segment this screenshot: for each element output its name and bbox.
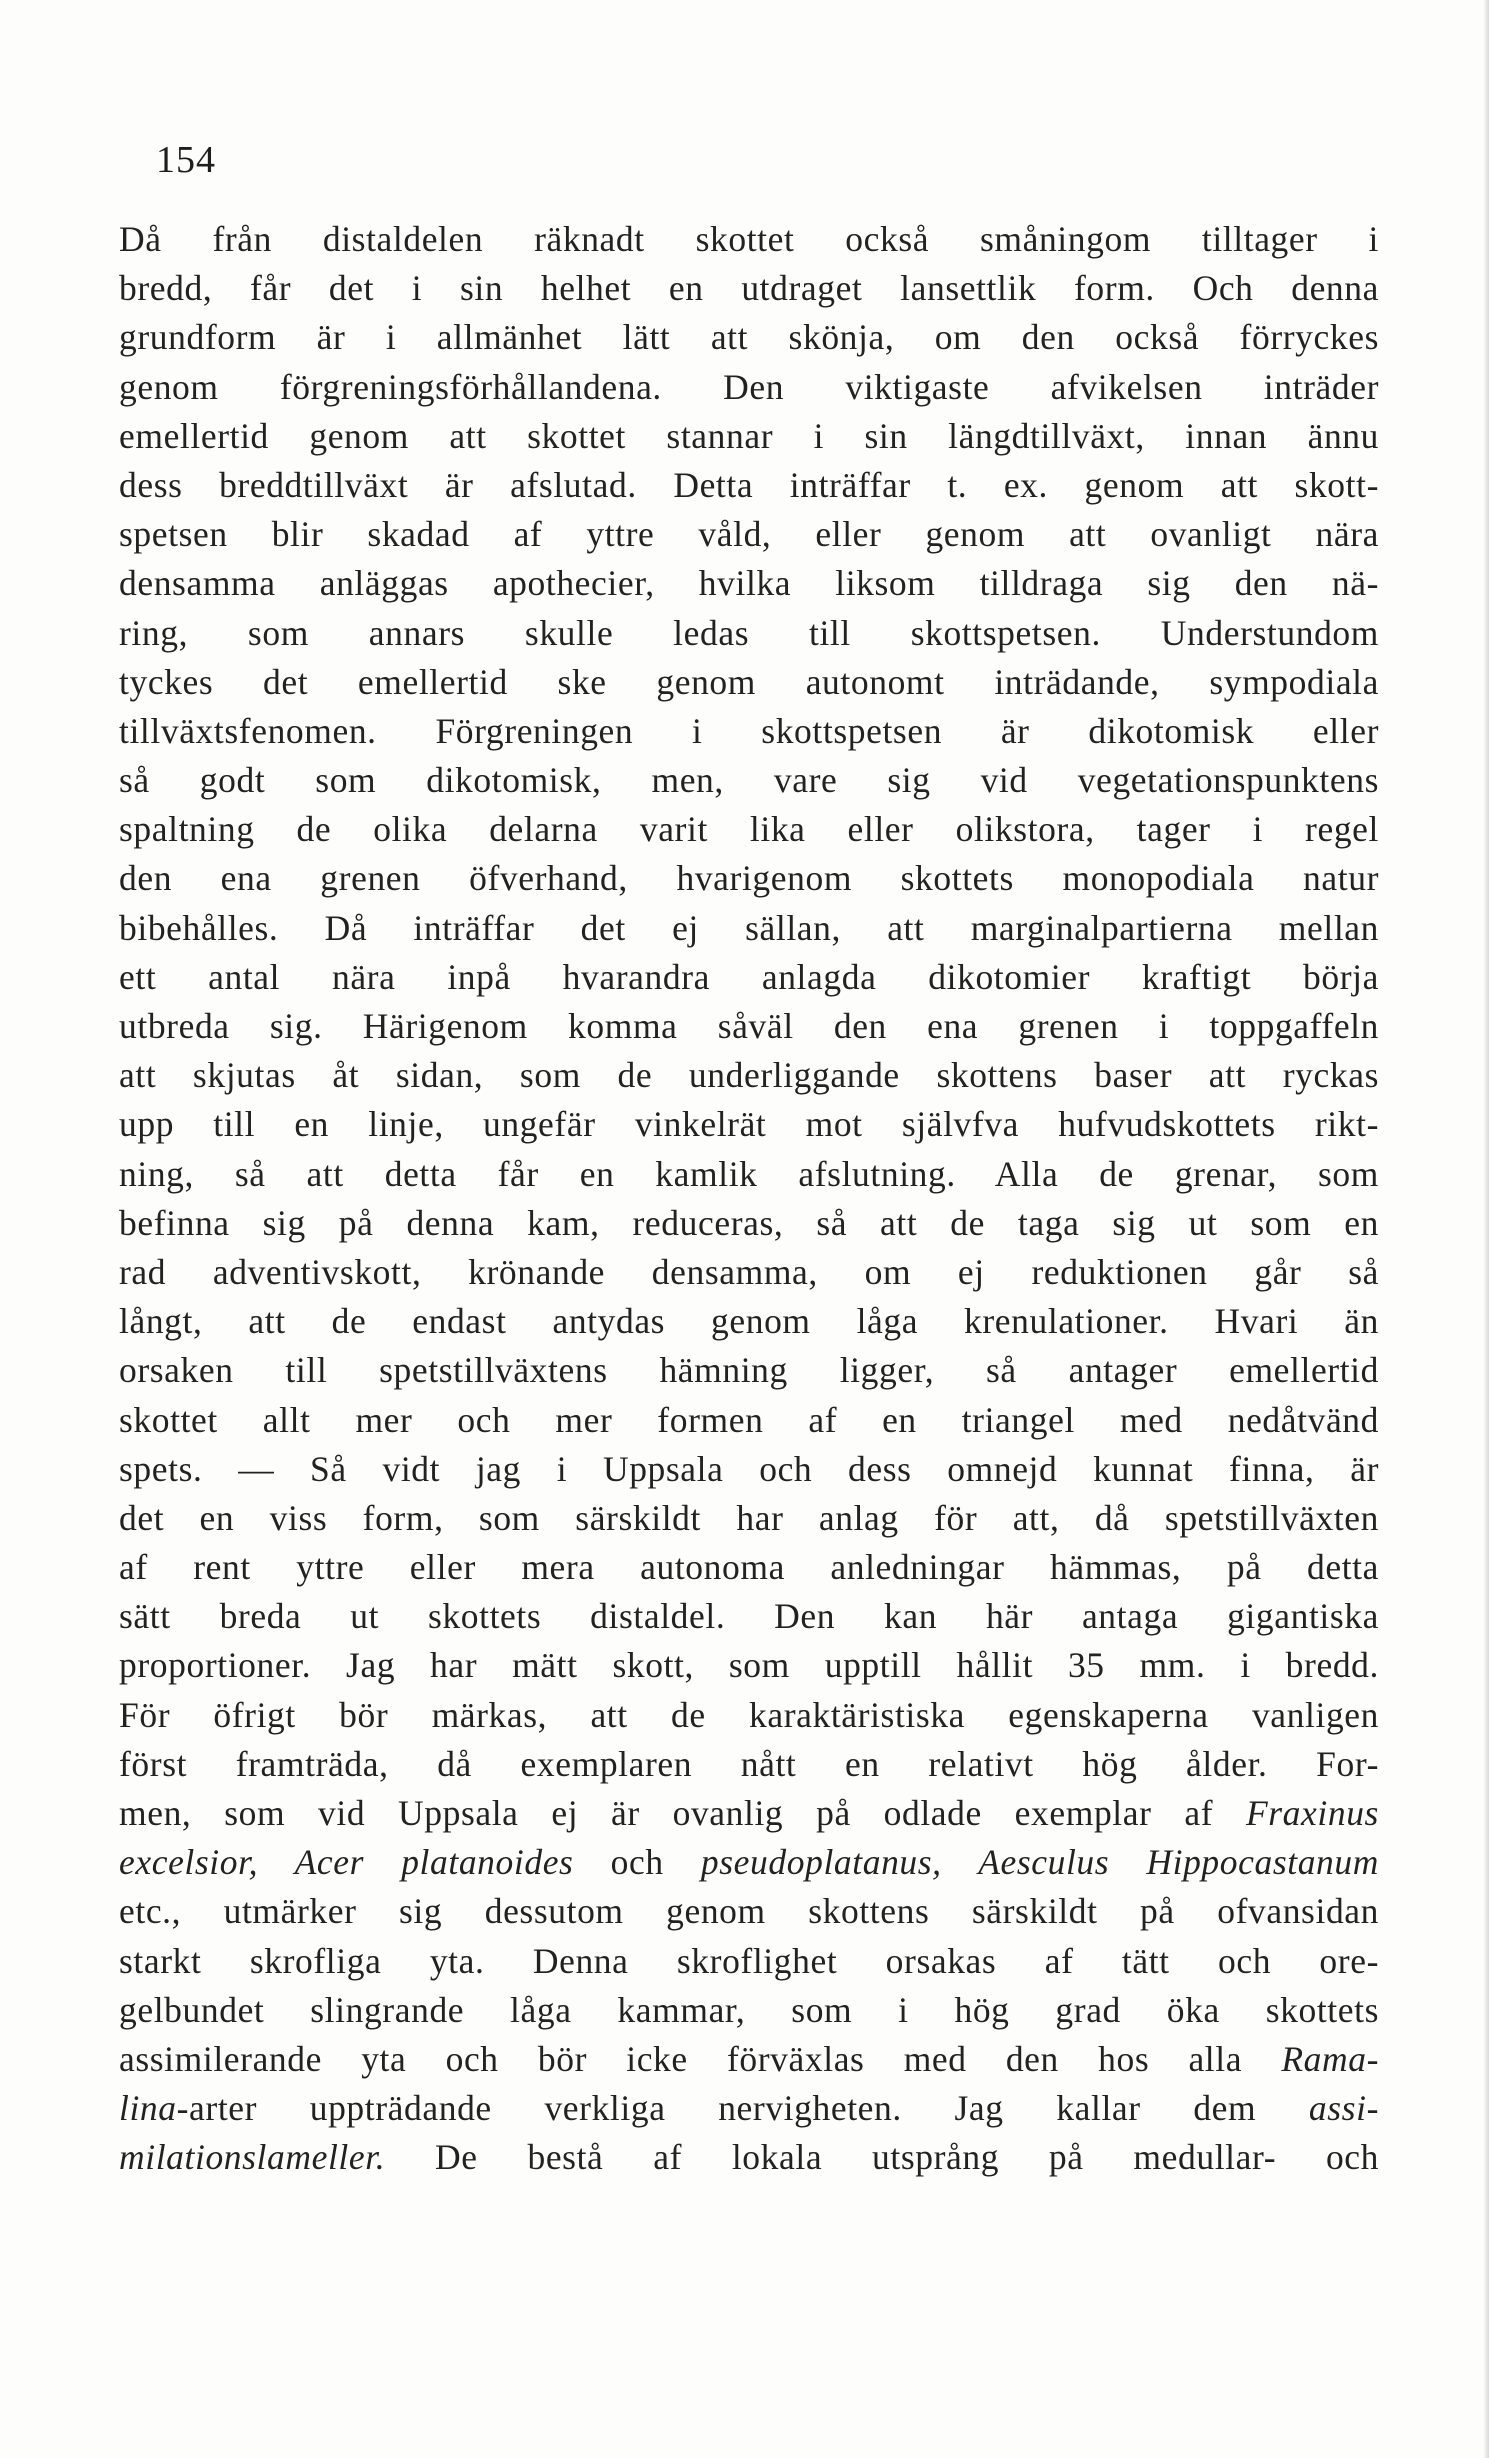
text-line-with-italic — [119, 2133, 1379, 2182]
text-line: skottet allt mer och mer formen af en triangel med nedåtvänd — [119, 1399, 1379, 1440]
text-fragment: De bestå af lokala utsprång på medullar- och — [435, 2137, 1380, 2178]
text-line: För öfrigt bör märkas, att de karaktäristiska egenskaperna vanligen — [119, 1694, 1379, 1735]
text-line-with-italic — [119, 2035, 1379, 2084]
text-line: spaltning de olika delarna varit lika eller olikstora, tager i regel — [119, 809, 1379, 850]
text-line: proportioner. Jag har mätt skott, som upptill hållit 35 mm. i bredd. — [119, 1645, 1379, 1686]
text-fragment: men, som vid Uppsala ej är ovanlig på odlade exemplar af — [119, 1793, 1214, 1833]
italic-term: Rama- — [1281, 2038, 1379, 2079]
text-line: sätt breda ut skottets distaldel. Den kan här antaga gigantiska — [119, 1596, 1379, 1637]
text-line: dess breddtillväxt är afslutad. Detta inträffar t. ex. genom att skott- — [119, 464, 1379, 505]
text-line: befinna sig på denna kam, reduceras, så att de taga sig ut som en — [119, 1202, 1379, 1243]
text-line: spets. — Så vidt jag i Uppsala och dess omnejd kunnat finna, är — [119, 1448, 1379, 1489]
italic-fragment: excelsior, Acer platanoides — [119, 1842, 574, 1883]
body-paragraph — [119, 215, 1379, 2183]
text-line: genom förgreningsförhållandena. Den viktigaste afvikelsen inträder — [119, 366, 1379, 407]
page-number: 154 — [156, 139, 216, 181]
text-line: upp till en linje, ungefär vinkelrät mot självfva hufvudskottets rikt- — [119, 1104, 1379, 1145]
text-line: tyckes det emellertid ske genom autonomt inträdande, sympodiala — [119, 661, 1379, 702]
text-line: att skjutas åt sidan, som de underliggande skottens baser att ryckas — [119, 1055, 1379, 1096]
italic-term: assi- — [1308, 2088, 1379, 2129]
text-line: långt, att de endast antydas genom låga krenulationer. Hvari än — [119, 1301, 1379, 1342]
text-line: så godt som dikotomisk, men, vare sig vid vegetationspunktens — [119, 760, 1379, 801]
italic-term: milationslameller. — [119, 2137, 386, 2178]
italic-term: lina — [119, 2088, 177, 2129]
italic-term: Fraxinus — [1245, 1793, 1379, 1833]
text-line: emellertid genom att skottet stannar i sin längdtillväxt, innan ännu — [119, 415, 1379, 456]
text-line-with-italic — [119, 1789, 1379, 1838]
text-line: ning, så att detta får en kamlik afslutning. Alla de grenar, som — [119, 1153, 1379, 1194]
text-line: af rent yttre eller mera autonoma anledningar hämmas, på detta — [119, 1547, 1379, 1588]
text-line: starkt skrofliga yta. Denna skroflighet orsakas af tätt och ore- — [119, 1940, 1379, 1981]
text-line: utbreda sig. Härigenom komma såväl den ena grenen i toppgaffeln — [119, 1006, 1379, 1046]
text-line: ett antal nära inpå hvarandra anlagda dikotomier kraftigt börja — [119, 956, 1379, 997]
text-line: spetsen blir skadad af yttre våld, eller genom att ovanligt nära — [119, 514, 1379, 555]
text-line: bibehålles. Då inträffar det ej sällan, att marginalpartierna mellan — [119, 907, 1379, 948]
text-fragment: assimilerande yta och bör icke förväxlas med den hos alla — [119, 2038, 1243, 2079]
page-edge — [1483, 0, 1489, 2458]
text-line-italic-species: excelsior, Acer platanoides och pseudoplatanus, Aesculus Hippocastanum — [119, 1842, 1379, 1883]
text-line: orsaken till spetstillväxtens hämning ligger, så antager emellertid — [119, 1350, 1379, 1391]
text-line: gelbundet slingrande låga kammar, som i hög grad öka skottets — [119, 1989, 1379, 2030]
text-line: grundform är i allmänhet lätt att skönja, om den också förryckes — [119, 317, 1379, 358]
text-line: etc., utmärker sig dessutom genom skottens särskildt på ofvansidan — [119, 1891, 1379, 1932]
text-line: rad adventivskott, krönande densamma, om ej reduktionen går så — [119, 1251, 1379, 1292]
text-line: densamma anläggas apothecier, hvilka liksom tilldraga sig den nä- — [119, 563, 1379, 604]
text-line: ring, som annars skulle ledas till skottspetsen. Understundom — [119, 612, 1379, 653]
text-line: det en viss form, som särskildt har anlag för att, då spetstillväxten — [119, 1497, 1379, 1538]
text-line: den ena grenen öfverhand, hvarigenom skottets monopodiala natur — [119, 858, 1379, 899]
text-fragment: -arter uppträdande verkliga nervigheten. Jag kallar dem — [176, 2088, 1257, 2129]
text-line: bredd, får det i sin helhet en utdraget lansettlik form. Och denna — [119, 268, 1379, 309]
text-line: Då från distaldelen räknadt skottet också småningom tilltager i — [119, 219, 1379, 259]
text-line: först framträda, då exemplaren nått en relativt hög ålder. For- — [119, 1743, 1379, 1784]
text-line: tillväxtsfenomen. Förgreningen i skottspetsen är dikotomisk eller — [119, 710, 1379, 751]
text-line-with-italic — [119, 2084, 1379, 2133]
italic-fragment: pseudoplatanus, Aesculus Hippocastanum — [700, 1842, 1379, 1883]
